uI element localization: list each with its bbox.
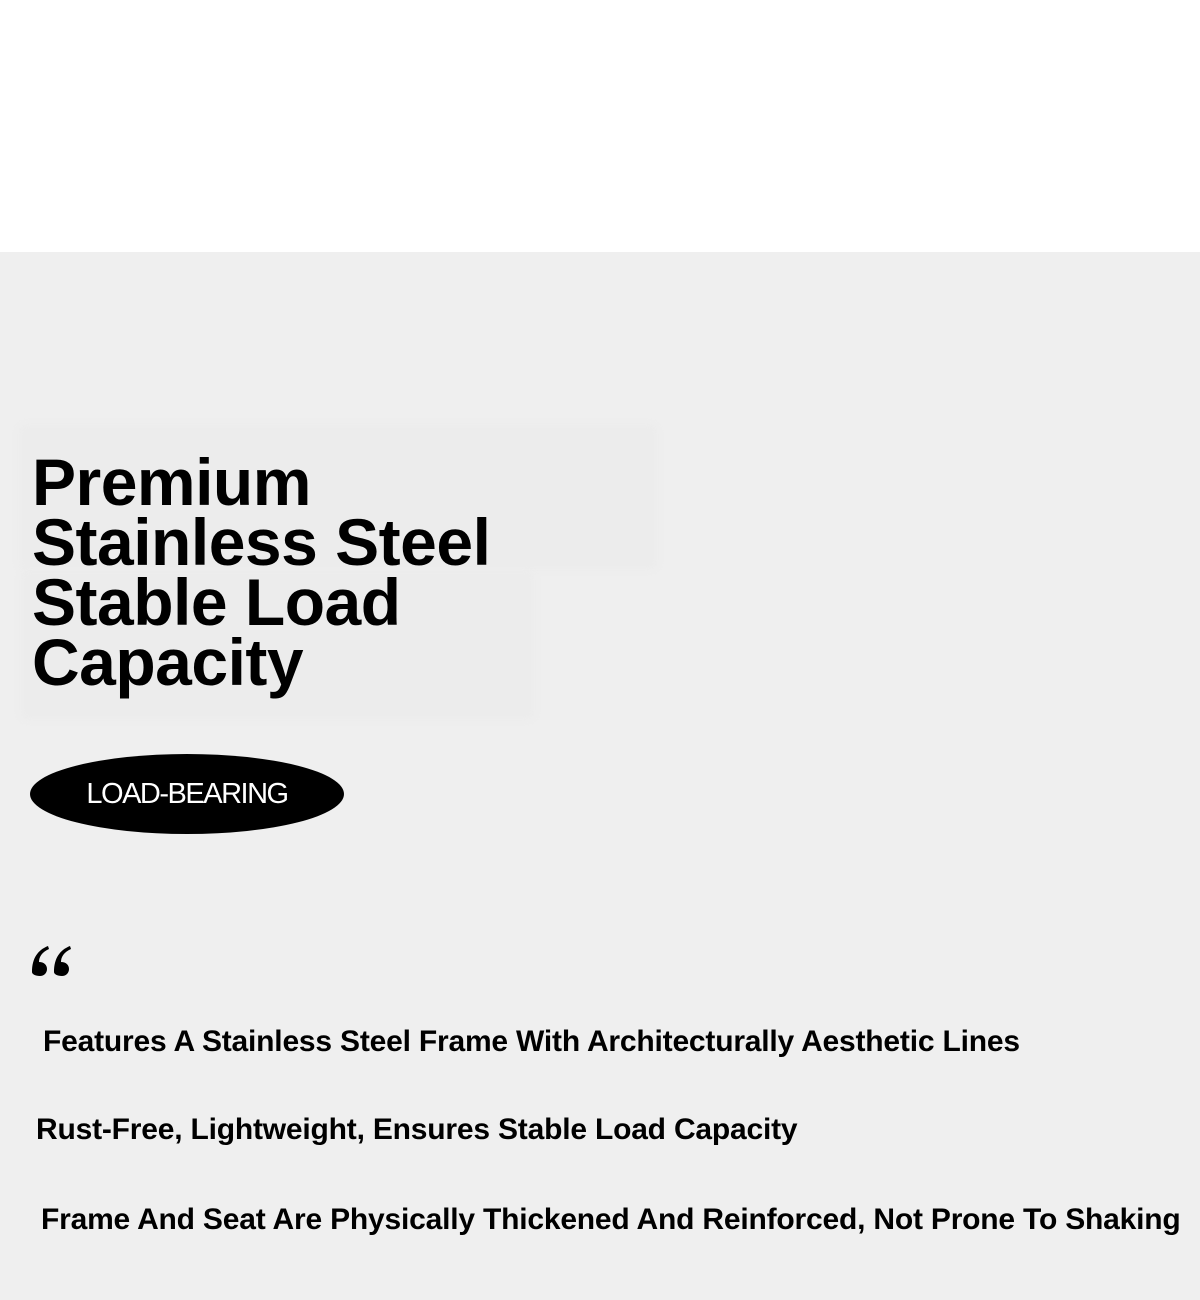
title-line: Stable Load [32,565,401,639]
content-panel [0,252,1200,1300]
feature-item: Features A Stainless Steel Frame With Architecturally Aesthetic Lines [43,1025,1020,1058]
feature-item: Frame And Seat Are Physically Thickened And Reinforced, Not Prone To Shaking [41,1203,1181,1236]
title-line: Stainless Steel [32,505,491,579]
title-line: Capacity [32,625,304,699]
page-title [32,445,491,699]
load-bearing-badge [30,754,344,834]
quote-open-icon [28,942,76,984]
feature-item: Rust-Free, Lightweight, Ensures Stable Load Capacity [36,1113,798,1146]
top-white-band [0,0,1200,252]
title-line: Premium [32,445,311,519]
badge-label: LOAD-BEARING [86,777,288,810]
